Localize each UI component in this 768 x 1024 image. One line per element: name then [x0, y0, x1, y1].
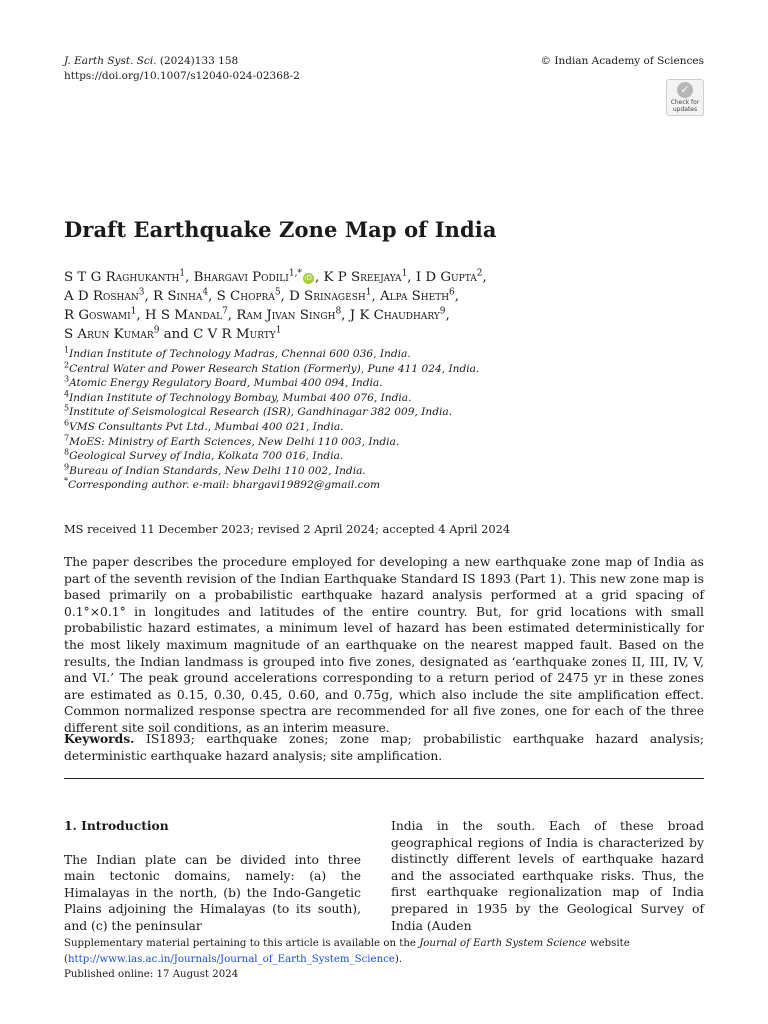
affiliation-list	[64, 347, 714, 493]
published-date: Published online: 17 August 2024	[64, 969, 239, 980]
journal-name: J. Earth Syst. Sci.	[64, 55, 157, 67]
intro-paragraph: The Indian plate can be divided into three main tectonic domains, namely: (a) the Himalayas in the north, (b) the Indo-Gangetic Plains adjoining the Himalayas (to its south), and (c) the peninsular	[64, 852, 361, 933]
affiliation: $^9$Bureau of Indian Standards, New Delhi 110 002, India.	[64, 462, 366, 477]
affiliation: $^7$MoES: Ministry of Earth Sciences, New Delhi 110 003, India.	[64, 433, 400, 448]
intro-column-right: India in the south. Each of these broad geographical regions of India is characterized by distinctly different levels of earthquake hazard and the associated earthquake risks. Thus, the first earthquake regionalization map of India prepared in 1935 by the Geological Survey of India (Auden	[391, 819, 704, 933]
journal-header	[64, 54, 300, 84]
affiliation: $^3$Atomic Energy Regulatory Board, Mumbai 400 094, India.	[64, 374, 383, 390]
intro-column-left	[64, 818, 361, 935]
check-updates-icon: ✓	[677, 82, 693, 98]
author: R Sinha$^4$	[153, 287, 209, 304]
supplementary-note: Supplementary material pertaining to this article is available on the Journal of Earth System Science website (http://www.ias.ac.in/Journals/Journal_of_Earth_System_Science).	[64, 938, 630, 965]
orcid-icon[interactable]: iD	[303, 273, 314, 284]
publisher-label: © Indian Academy of Sciences	[540, 55, 704, 67]
author: S Chopra$^5$	[216, 287, 281, 304]
author: Alpa Sheth$^6$	[379, 287, 455, 304]
affiliation: $^1$Indian Institute of Technology Madras, Chennai 600 036, India.	[64, 345, 411, 360]
author: A D Roshan$^3$	[64, 287, 145, 304]
section-heading: 1. Introduction	[64, 818, 169, 833]
paper-title: Draft Earthquake Zone Map of India	[64, 217, 497, 242]
author: K P Sreejaya$^1$	[323, 268, 408, 285]
author: Ram Jivan Singh$^8$	[236, 306, 342, 323]
author: Bhargavi Podili$^{1,*}$ iD	[194, 270, 315, 285]
section-divider	[64, 778, 704, 779]
corresponding-author[interactable]: *Corresponding author. e-mail: bhargavi19892@gmail.com	[64, 476, 380, 492]
author: C V R Murty$^1$	[193, 325, 282, 342]
affiliation: $^5$Institute of Seismological Research (ISR), Gandhinagar 382 009, India.	[64, 403, 453, 419]
doi-link[interactable]: https://doi.org/10.1007/s12040-024-02368-2	[64, 70, 300, 82]
affiliation: $^2$Central Water and Power Research Station (Formerly), Pune 411 024, India.	[64, 360, 480, 375]
author: H S Mandal$^7$	[144, 306, 228, 323]
affiliation: $^4$Indian Institute of Technology Bombay, Mumbai 400 076, India.	[64, 389, 412, 404]
author: D Srinagesh$^1$	[289, 287, 372, 304]
author: I D Gupta$^2$	[415, 268, 483, 285]
journal-citation: (2024)133 158	[159, 55, 239, 67]
received-dates: MS received 11 December 2023; revised 2 April 2024; accepted 4 April 2024	[64, 522, 511, 536]
keywords-label: Keywords.	[64, 731, 135, 746]
author: S T G Raghukanth$^1$	[64, 268, 186, 285]
keywords-text: IS1893; earthquake zones; zone map; probabilistic earthquake hazard analysis; deterministic earthquake hazard analysis; site amplification.	[64, 732, 704, 763]
check-for-updates-badge[interactable]: ✓ Check for updates	[666, 79, 704, 116]
keywords	[64, 731, 704, 764]
abstract: The paper describes the procedure employed for developing a new earthquake zone map of India as part of the seventh revision of the Indian Earthquake Standard IS 1893 (Part 1). This new zone map is based primarily on a probabilistic earthquake hazard analysis performed at a grid spacing of 0.1°×0.1° in longitudes and latitudes of the entire country. But, for grid locations with small probabilistic hazard estimates, a minimum level of hazard has been estimated deterministically for the most likely maximum magnitude of an earthquake on the nearest mapped fault. Based on the results, the Indian landmass is grouped into five zones, designated as ‘earthquake zones II, III, IV, V, and VI.’ The peak ground accelerations corresponding to a return period of 2475 yr in these zones are estimated as 0.15, 0.30, 0.45, 0.60, and 0.75g, which also include the site amplification effect. Common normalized response spectra are recommended for all five zones, one for each of the three different site soil conditions, as an interim measure.	[64, 555, 704, 735]
affiliation: $^6$VMS Consultants Pvt Ltd., Mumbai 400 021, India.	[64, 418, 344, 433]
author: J K Chaudhary$^9$	[349, 306, 446, 323]
author: R Goswami$^1$	[64, 306, 137, 323]
author: S Arun Kumar$^9$	[64, 325, 160, 342]
author-list: S T G Raghukanth$^1$, Bhargavi Podili$^{1,*}$ iD , K P Sreejaya$^1$, I D Gupta$^2$, A D Roshan$^3$, R Sinha$^4$, S Chopra$^5$, D Srinagesh$^1$, Alpa Sheth$^6$, R Goswami$^1$, H S Mandal$^7$, Ram Jivan Singh$^8$, J K Chaudhary$^9$, S Arun Kumar$^9$ and C V R Murty$^1$	[64, 268, 487, 342]
affiliation: $^8$Geological Survey of India, Kolkata 700 016, India.	[64, 447, 344, 463]
supplementary-link[interactable]: http://www.ias.ac.in/Journals/Journal_of_Earth_System_Science	[67, 953, 395, 965]
